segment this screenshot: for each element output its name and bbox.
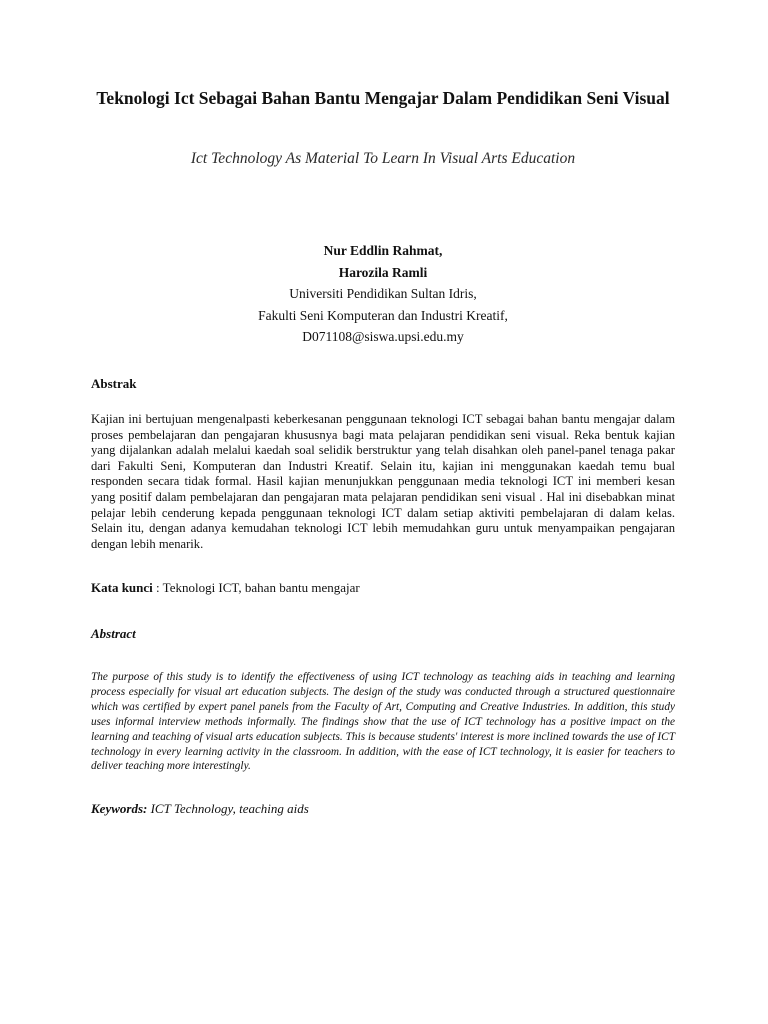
author-email: D071108@siswa.upsi.edu.my	[302, 329, 464, 344]
paper-title: Teknologi Ict Sebagai Bahan Bantu Mengajar Dalam Pendidikan Seni Visual	[96, 88, 670, 108]
kata-kunci-value: Teknologi ICT, bahan bantu mengajar	[162, 580, 360, 595]
author-name: Harozila Ramli	[338, 264, 428, 280]
author-block	[91, 240, 675, 348]
kata-kunci-label: Kata kunci	[91, 580, 153, 595]
keywords-label: Keywords:	[91, 801, 148, 816]
author-name: Nur Eddlin Rahmat,	[323, 243, 443, 258]
paper-page	[91, 0, 675, 1024]
affiliation-faculty: Fakulti Seni Komputeran dan Industri Kreatif,	[258, 307, 508, 323]
abstract-heading: Abstract	[91, 626, 136, 641]
kata-kunci-line	[91, 580, 675, 596]
abstrak-heading: Abstrak	[91, 376, 137, 391]
kata-kunci-separator: :	[152, 580, 163, 595]
paper-subtitle: Ict Technology As Material To Learn In Visual Arts Education	[190, 150, 576, 167]
affiliation-university: Universiti Pendidikan Sultan Idris,	[289, 286, 477, 301]
keywords-value: ICT Technology, teaching aids	[147, 801, 309, 816]
abstrak-body: Kajian ini bertujuan mengenalpasti keberkesanan penggunaan teknologi ICT sebagai bahan bantu mengajar dalam proses pembelajaran dan pengajaran khususnya bagi mata pelajaran pendidikan seni visual. Reka bentuk kajian yang dijalankan adalah melalui kaedah soal selidik berstruktur yang telah disahkan oleh panel-panel tenaga pakar dari Fakulti Seni, Komputeran dan Industri Kreatif. Selain itu, kajian ini menggunakan kaedah temu bual responden secara tidak formal. Hasil kajian menunjukkan penggunaan media teknologi ICT ini memberi kesan yang positif dalam pembelajaran dan pengajaran mata pelajaran pendidikan seni visual . Hal ini disebabkan minat pelajar lebih cenderung kepada penggunaan teknologi ICT dalam setiap aktiviti pembelajaran di dalam kelas. Selain itu, dengan adanya kemudahan teknologi ICT lebih memudahkan guru untuk menyampaikan pengajaran dengan lebih menarik.	[91, 412, 675, 551]
keywords-line	[91, 801, 675, 817]
abstract-body: The purpose of this study is to identify the effectiveness of using ICT technology as teaching aids in teaching and learning process especially for visual art education subjects. The design of the study was conducted through a structured questionnaire which was certified by expert panel panels from the Faculty of Art, Computing and Creative Industries. In addition, this study uses informal interview methods informally. The findings show that the use of ICT technology has a positive impact on the learning and teaching of visual arts education subjects. This is because students' interest is more inclined towards the use of ICT technology in every learning activity in the classroom. In addition, with the ease of ICT technology, it is easier for teachers to deliver teaching more interestingly.	[91, 671, 675, 773]
